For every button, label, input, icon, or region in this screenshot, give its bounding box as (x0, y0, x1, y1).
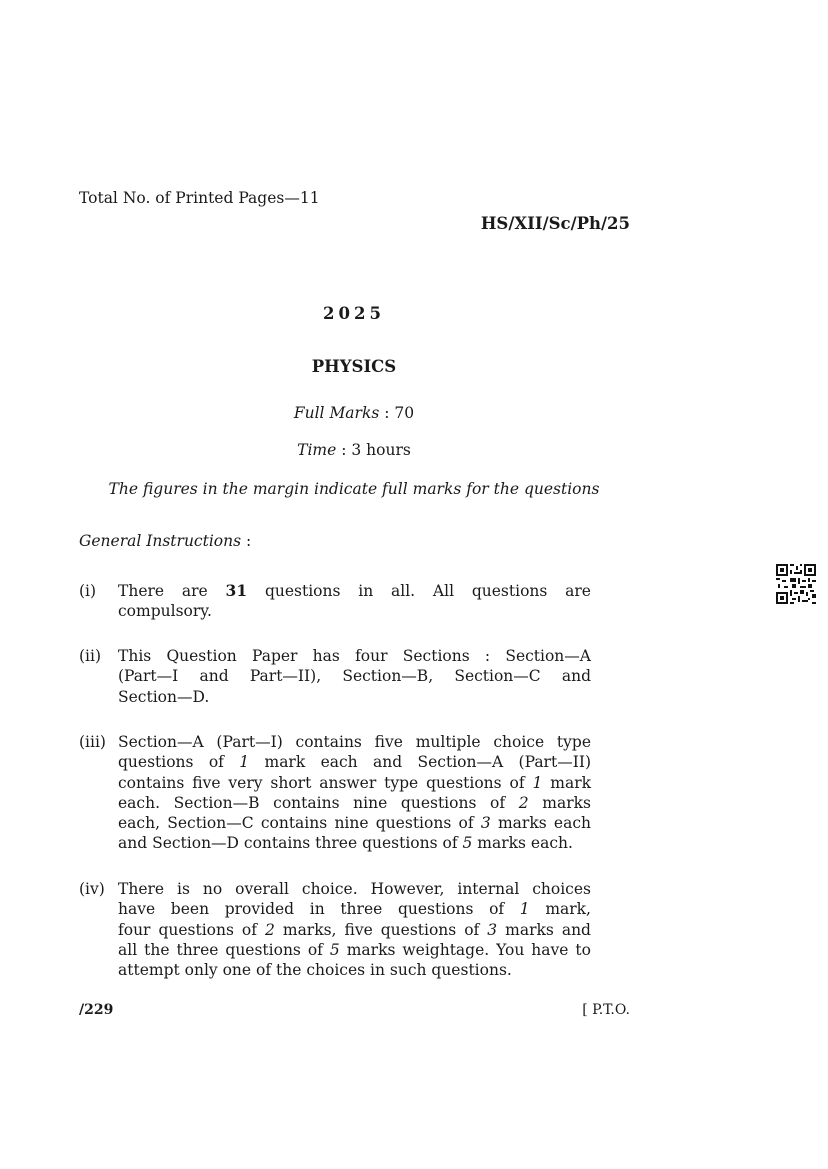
instruction-line: Section—D. (118, 687, 210, 706)
instruction-line: each. Section—B contains nine questions of 2 marks (118, 793, 591, 812)
general-instructions-label: General Instructions (79, 532, 242, 550)
full-marks-label: Full Marks (293, 404, 380, 422)
instruction-line: attempt only one of the choices in such questions. (118, 961, 512, 980)
instruction-text (118, 646, 591, 707)
instruction-item (79, 732, 591, 854)
instruction-line: (Part—I and Part—II), Section—B, Section—C and (118, 667, 591, 686)
instruction-line: each, Section—C contains nine questions of 3 marks each (118, 814, 591, 833)
instruction-number: (i) (79, 582, 97, 600)
subject-title: PHYSICS (311, 357, 397, 376)
instruction-item (79, 646, 591, 707)
instruction-line: There are 31 questions in all. All questions are (118, 581, 591, 600)
instruction-item (79, 581, 591, 622)
margin-marks-note: The figures in the margin indicate full marks for the questions (108, 480, 600, 498)
instruction-line: There is no overall choice. However, internal choices (118, 880, 591, 898)
exam-year: 2025 (323, 304, 385, 323)
instruction-text (118, 879, 591, 980)
please-turn-over: [ P.T.O. (582, 1002, 630, 1018)
full-marks-value: : 70 (379, 404, 415, 422)
instruction-line: four questions of 2 marks, five questions of 3 marks and (118, 920, 591, 939)
instruction-line: have been provided in three questions of 1 mark, (118, 900, 591, 919)
instruction-line: questions of 1 mark each and Section—A (Part—II) (118, 753, 591, 772)
time-label: Time (297, 441, 337, 459)
instruction-line: Section—A (Part—I) contains five multiple choice type (118, 733, 591, 751)
general-instructions-colon: : (241, 532, 252, 550)
paper-code: HS/XII/Sc/Ph/25 (480, 214, 630, 233)
instruction-line: all the three questions of 5 marks weightage. You have to (118, 940, 591, 959)
instruction-line: contains five very short answer type questions of 1 mark (118, 773, 591, 792)
general-instructions-heading (79, 532, 251, 550)
instruction-text (118, 732, 591, 854)
instruction-line: and Section—D contains three questions of 5 marks each. (118, 834, 573, 853)
instruction-number: (ii) (79, 647, 102, 665)
time-value: : 3 hours (336, 441, 411, 459)
instruction-item (79, 879, 591, 980)
instruction-line: This Question Paper has four Sections : Section—A (118, 647, 591, 665)
instruction-text (118, 581, 591, 622)
instruction-number: (iv) (79, 880, 105, 898)
qr-code-icon (776, 564, 816, 604)
exam-time (0, 441, 708, 459)
instruction-line: compulsory. (118, 602, 212, 621)
full-marks (0, 404, 708, 422)
page-code: /229 (79, 1002, 114, 1018)
instruction-number: (iii) (79, 733, 106, 751)
printed-pages-count: Total No. of Printed Pages—11 (79, 189, 320, 207)
